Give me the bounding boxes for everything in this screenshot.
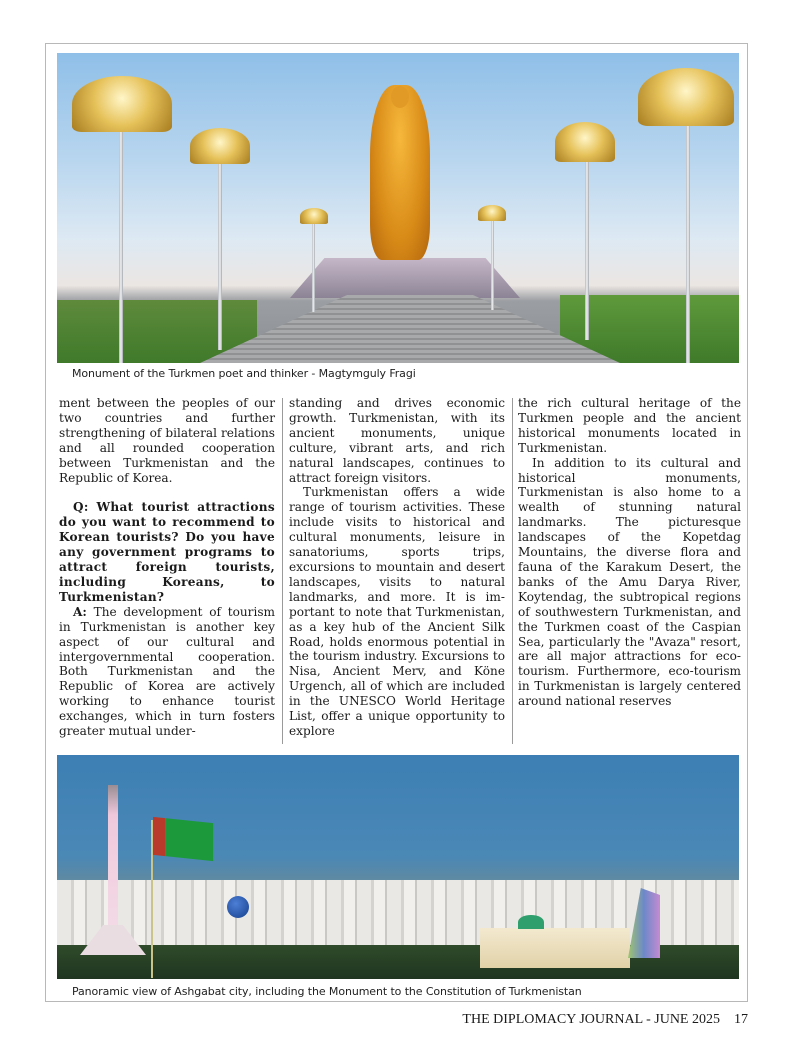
green-dome — [518, 915, 544, 929]
paragraph: the rich cultural heritage of the Turkmen people and the ancient historical monuments located in Turkmenistan. — [518, 396, 741, 455]
lamp-head — [300, 208, 328, 224]
lamp-head — [555, 122, 615, 162]
publication-name: THE DIPLOMACY JOURNAL - JUNE 2025 — [462, 1012, 720, 1027]
lamp-post — [119, 120, 123, 363]
paragraph: ment between the peoples of our two countries and further strengthening of bilateral relations and all rounded cooperation between Turkmenistan and the Republic of Korea. — [59, 396, 275, 485]
blue-globe-building — [227, 896, 249, 918]
lamp-post — [218, 160, 222, 350]
lamp-head — [72, 76, 172, 132]
paragraph: standing and drives economic growth. Turkmenistan, with its ancient monuments, unique culture, vibrant arts, and rich natural landscapes, continues to attract foreign visitors. — [289, 396, 505, 485]
article-column-2 — [289, 396, 505, 739]
lamp-post — [585, 160, 589, 340]
page-number: 17 — [734, 1012, 748, 1027]
palace-building — [480, 928, 630, 968]
photo-caption-bottom: Panoramic view of Ashgabat city, including the Monument to the Constitution of Turkmenistan — [72, 985, 582, 998]
column-divider — [282, 398, 283, 744]
constitution-monument-tower — [108, 785, 118, 935]
interview-question: Q: What tourist attractions do you want to recommend to Korean tourists? Do you have any government programs to attract foreign tourists, including Koreans, to Turkmenistan? — [59, 500, 275, 604]
lamp-post — [491, 220, 494, 310]
page-footer — [462, 1012, 748, 1028]
golden-statue — [370, 85, 430, 260]
column-divider — [512, 398, 513, 744]
monument-pedestal — [290, 258, 520, 298]
answer-text: The development of tourism in Turkmenistan is another key aspect of our cultural and intergovernmental cooperation. Both Turkmenistan and the Republic of Korea are actively working to enhance tourist exchanges, which in turn fosters greater mutual under- — [59, 604, 275, 739]
turkmenistan-flag — [153, 817, 213, 861]
lamp-head — [478, 205, 506, 221]
lamp-head — [638, 68, 734, 126]
article-column-1 — [59, 396, 275, 739]
lamp-head — [190, 128, 250, 164]
golden-statue-head — [391, 86, 409, 108]
interview-answer — [59, 605, 275, 739]
paragraph: In addition to its cultural and historical monuments, Turkmenistan is also home to a wealth of stunning natural landmarks. The picturesque landscapes of the Kopetdag Mountains, the diverse flora and fauna of the Karakum Desert, the banks of the Amu Darya River, Koytendag, the subtropical regions of southwestern Turkmenistan, and the Turkmen coast of the Caspian Sea, particularly the "Avaza" resort, are all major attractions for eco-tourism. Furthermore, eco-tourism in Turkmenistan is largely centered around national reserves — [518, 455, 741, 709]
article-column-3 — [518, 396, 741, 709]
lamp-post — [686, 120, 690, 363]
paragraph: Turkmenistan offers a wide range of tourism activities. These include visits to historical and cultural monuments, leisure in sanatoriums, sports trips, excursions to mountain and desert landscapes, visits to natural landmarks, and more. It is important to note that Turkmenistan, as a key hub of the Ancient Silk Road, holds enormous potential in the tourism industry. Excursions to Nisa, Ancient Merv, and Köne Urgench, all of which are included in the UNESCO World Heritage List, offer a unique opportunity to explore — [289, 485, 505, 738]
photo-caption-top: Monument of the Turkmen poet and thinker - Magtymguly Fragi — [72, 367, 416, 380]
answer-label: A: — [73, 604, 87, 619]
lamp-post — [312, 222, 315, 312]
